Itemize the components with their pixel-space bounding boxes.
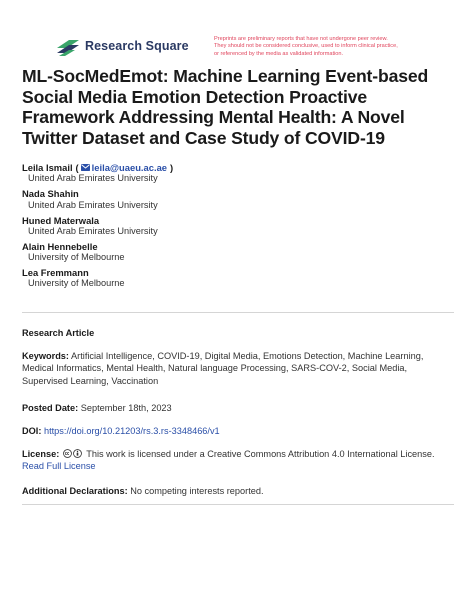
license-block — [22, 448, 452, 473]
posted-date-label: Posted Date: — [22, 403, 79, 413]
author-list — [22, 162, 462, 293]
license-label: License: — [22, 449, 60, 459]
keywords-value: Artificial Intelligence, COVID-19, Digital Media, Emotions Detection, Machine Learning, Medical Informatics, Mental Health, Natural language Processing, SARS-COV-2, Social Media, Supervised Learning, Vaccination — [22, 351, 424, 386]
author-email: leila@uaeu.ac.ae — [91, 162, 168, 173]
author-entry — [22, 162, 462, 185]
author-name: Huned Materwala — [22, 214, 100, 226]
keywords-label: Keywords: — [22, 351, 69, 361]
author-name: Lea Fremmann — [22, 267, 89, 279]
article-type — [22, 327, 452, 339]
author-affiliation: United Arab Emirates University — [28, 173, 158, 184]
research-square-logo-icon — [56, 36, 80, 56]
posted-date-value: September 18th, 2023 — [80, 403, 172, 413]
section-divider — [22, 504, 454, 505]
disclaimer-line: Preprints are preliminary reports that have not undergone peer review. — [214, 36, 388, 42]
posted-date-block — [22, 402, 452, 414]
additional-declarations-block — [22, 485, 452, 497]
author-entry — [22, 215, 462, 238]
envelope-icon — [81, 164, 90, 171]
doi-label: DOI: — [22, 426, 42, 436]
disclaimer-line: or referenced by the media as validated information. — [214, 50, 344, 57]
disclaimer-line: They should not be considered conclusive, used to inform clinical practice, — [214, 43, 398, 50]
author-entry — [22, 267, 462, 290]
preprint-disclaimer — [214, 36, 444, 58]
creative-commons-icon — [63, 449, 72, 458]
author-email-link[interactable] — [76, 162, 174, 173]
author-name: Nada Shahin — [22, 188, 79, 200]
author-name: Alain Hennebelle — [22, 240, 98, 252]
author-name: Leila Ismail — [22, 162, 73, 173]
paren-close: ) — [170, 162, 174, 173]
license-text: This work is licensed under a Creative Commons Attribution 4.0 International License. — [86, 449, 435, 459]
author-entry — [22, 241, 462, 264]
doi-link[interactable]: https://doi.org/10.21203/rs.3.rs-3348466/v1 — [43, 426, 220, 436]
doi-block — [22, 425, 452, 437]
author-affiliation: United Arab Emirates University — [28, 225, 158, 236]
author-affiliation: University of Melbourne — [28, 278, 125, 289]
brand-name: Research Square — [85, 39, 189, 53]
author-affiliation: University of Melbourne — [28, 252, 125, 263]
author-affiliation: United Arab Emirates University — [28, 199, 158, 210]
section-divider — [22, 312, 454, 313]
attribution-icon — [73, 449, 82, 458]
author-entry — [22, 188, 462, 211]
additional-declarations-value: No competing interests reported. — [130, 486, 264, 496]
additional-declarations-label: Additional Declarations: — [22, 486, 128, 496]
research-square-logo[interactable] — [56, 36, 189, 56]
paren-open: ( — [75, 162, 79, 173]
article-type-label: Research Article — [22, 328, 95, 338]
author-name-row — [22, 162, 462, 173]
license-icons — [63, 449, 82, 458]
paper-title: ML-SocMedEmot: Machine Learning Event-based Social Media Emotion Detection Proactive Framework Addressing Mental Health: A Novel Twitter Dataset and Case Study of COVID-19 — [22, 66, 429, 148]
keywords-block — [22, 350, 452, 387]
read-full-license-link[interactable]: Read Full License — [22, 461, 96, 472]
page-header — [0, 0, 474, 62]
